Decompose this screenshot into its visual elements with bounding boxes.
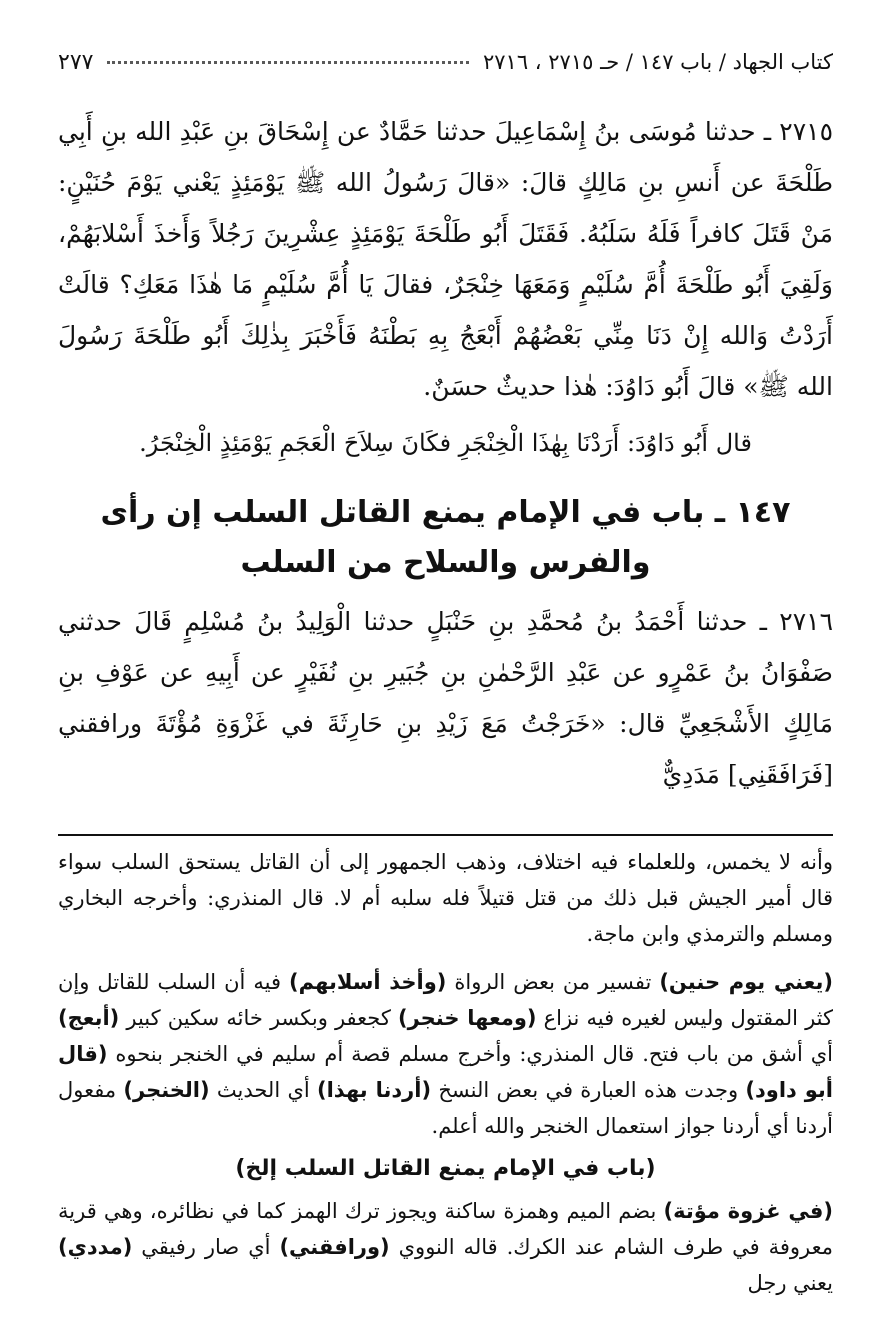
gloss-text: كجعفر وبكسر خائه سكين كبير (119, 1006, 398, 1030)
gloss-text: مفعول أردنا أي أردنا جواز استعمال الخنجر والله أعلم. (58, 1078, 833, 1138)
gloss-term: (مددي) (58, 1235, 133, 1259)
abu-dawud-note: قال أَبُو دَاوُدَ: أَرَدْنَا بِهٰذَا الْخِنْجَرِ فكَانَ سِلاَحَ الْعَجَمِ يَوْمَئِذٍ الْخِنْجَرُ. (139, 429, 752, 457)
gloss-text: يعني رجل (747, 1271, 833, 1295)
gloss-text: بضم الميم وهمزة ساكنة ويجوز ترك الهمز كما في نظائره، وهي قرية معروفة في طرف الشام عند الكرك. قاله النووي (58, 1199, 833, 1259)
chapter-heading (58, 488, 833, 588)
running-header (58, 40, 833, 84)
commentary-paragraph-3 (58, 1193, 833, 1301)
chapter-heading-line1: ١٤٧ ـ باب في الإمام يمنع القاتل السلب إن رأى (100, 495, 791, 530)
commentary-subheading: (باب في الإمام يمنع القاتل السلب إلخ) (235, 1156, 656, 1181)
chapter-heading-line2: والفرس والسلاح من السلب (240, 545, 651, 580)
gloss-term: (في غزوة مؤتة) (663, 1199, 833, 1223)
header-dot-leader (107, 60, 469, 64)
commentary-paragraph-2 (58, 964, 833, 1144)
hadith-2716: ٢٧١٦ ـ حدثنا أَحْمَدُ بنُ مُحمَّدِ بنِ حَنْبَلٍ حدثنا الْوَلِيدُ بنُ مُسْلِمٍ قَالَ حدثني صَفْوَانُ بنُ عَمْرٍو عن عَبْدِ الرَّحْمٰنِ بنِ جُبَيرِ بنِ نُفَيْرٍ عن أَبِيهِ عن عَوْفِ بنِ مَالِكٍ الأَشْجَعِيِّ قال: «خَرَجْتُ مَعَ زَيْدِ بنِ حَارِثَةَ في غَزْوَةِ مُؤْتَةَ ورافقني [فَرَافَقَنِي] مَدَدِيٌّ (58, 607, 833, 789)
header-title: كتاب الجهاد / باب ١٤٧ / حـ ٢٧١٥ ، ٢٧١٦ (483, 50, 833, 74)
page-number: ٢٧٧ (58, 49, 94, 75)
gloss-term: (أردنا بهذا) (317, 1078, 432, 1102)
gloss-term: (الخنجر) (123, 1078, 210, 1102)
gloss-text: أي أشق من باب فتح. قال المنذري: وأخرج مسلم قصة أم سليم في الخنجر بنحوه (107, 1042, 833, 1066)
gloss-term: (ومعها خنجر) (397, 1006, 537, 1030)
gloss-text: أي الحديث (209, 1078, 318, 1102)
gloss-text: فيه أن السلب للقاتل وإن كثر المقتول وليس لغيره فيه نزاع (58, 970, 833, 1030)
gloss-term: (أبعج) (58, 1006, 120, 1030)
gloss-term: (قال أبو داود) (58, 1042, 833, 1102)
gloss-text: أي صار رفيقي (132, 1235, 280, 1259)
gloss-term: (يعني يوم حنين) (659, 970, 833, 994)
commentary-paragraph-1: وأنه لا يخمس، وللعلماء فيه اختلاف، وذهب الجمهور إلى أن القاتل يستحق السلب سواء قال أمير الجيش قبل ذلك من قتل قتيلاً فله سلبه أم لا. قال المنذري: وأخرجه البخاري ومسلم والترمذي وابن ماجة. (58, 850, 833, 946)
footnote-divider (58, 834, 833, 836)
gloss-term: (وأخذ أسلابهم) (289, 970, 447, 994)
gloss-text: تفسير من بعض الرواة (446, 970, 660, 994)
hadith-2715: ٢٧١٥ ـ حدثنا مُوسَى بنُ إِسْمَاعِيلَ حدثنا حَمَّادٌ عن إِسْحَاقَ بنِ عَبْدِ الله بنِ أَبِي طَلْحَةَ عن أَنسِ بنِ مَالِكٍ قالَ: «قالَ رَسُولُ الله ﷺ يَوْمَئِذٍ يَعْني يَوْمَ حُنَيْنٍ: مَنْ قَتَلَ كافراً فَلَهُ سَلَبُهُ. فَقَتَلَ أَبُو طَلْحَةَ يَوْمَئِذٍ عِشْرِينَ رَجُلاً وَأَخذَ أَسْلابَهُمْ، وَلَقِيَ أَبُو طَلْحَةَ أُمَّ سُلَيْمٍ وَمَعَهَا خِنْجَرٌ، فقالَ يَا أُمَّ سُلَيْمٍ مَا هٰذَا مَعَكِ؟ قالَتْ أَرَدْتُ وَالله إِنْ دَنَا مِنِّي بَعْضُهُمْ أَبْعَجُ بِهِ بَطْنَهُ فَأَخْبَرَ بِذٰلِكَ أَبُو طَلْحَةَ رَسُولَ الله ﷺ» قالَ أَبُو دَاوُدَ: هٰذا حديثٌ حسَنٌ. (58, 117, 833, 401)
gloss-text: وجدت هذه العبارة في بعض النسخ (431, 1078, 746, 1102)
gloss-term: (ورافقني) (279, 1235, 390, 1259)
